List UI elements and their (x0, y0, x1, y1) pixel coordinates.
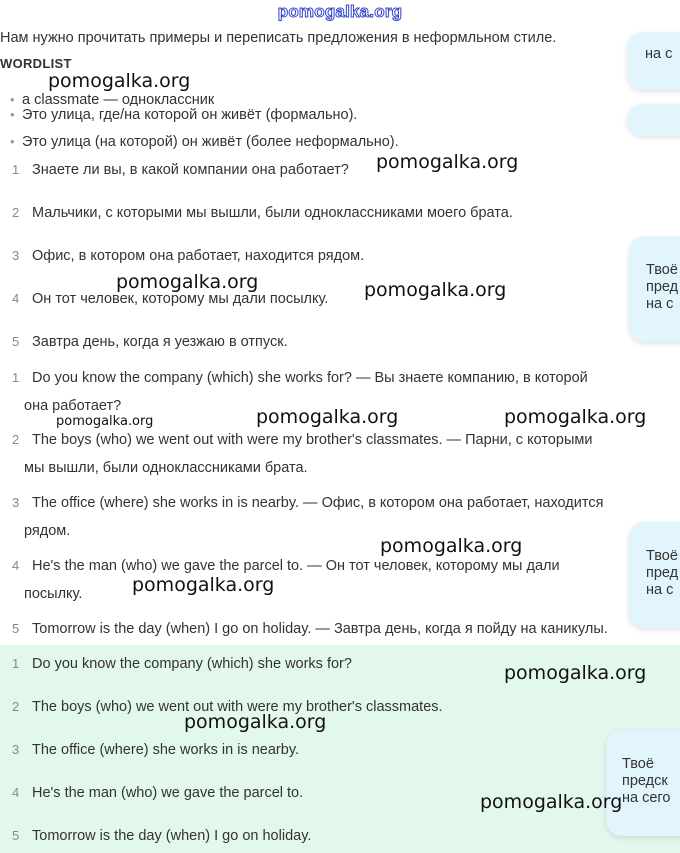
row-number: 4 (12, 291, 20, 306)
row-number: 1 (12, 370, 20, 385)
watermark: pomogalka.org (480, 791, 623, 813)
watermark: pomogalka.org (504, 662, 647, 684)
wordlist-item: • Это улица, где/на которой он живёт (формально). (10, 107, 357, 123)
row-text-cont: мы вышли, были одноклассниками брата. (24, 460, 308, 476)
row-number: 3 (12, 742, 20, 757)
translation-row (0, 285, 670, 313)
row-number: 5 (12, 621, 20, 636)
row-number: 1 (12, 162, 20, 177)
side-card[interactable] (627, 104, 680, 136)
card-text: на с (645, 46, 673, 62)
row-text: Do you know the company (which) she works for? (32, 656, 352, 672)
row-text: Tomorrow is the day (when) I go on holiday. — Завтра день, когда я пойду на каникулы. (32, 621, 608, 637)
row-text: He's the man (who) we gave the parcel to. — Он тот человек, которому мы дали (32, 558, 560, 574)
watermark: pomogalka.org (48, 70, 191, 92)
watermark: pomogalka.org (184, 711, 327, 733)
answer-row (0, 615, 670, 643)
row-text: Он тот человек, которому мы дали посылку. (32, 291, 329, 307)
row-text-cont: посылку. (24, 586, 83, 602)
wordlist-item: • a classmate — одноклассник (10, 92, 214, 106)
card-text: на сего (622, 790, 671, 806)
watermark: pomogalka.org (380, 535, 523, 557)
translation-row (0, 156, 670, 184)
row-number: 4 (12, 785, 20, 800)
watermark: pomogalka.org (132, 574, 275, 596)
row-number: 2 (12, 432, 20, 447)
card-text: пред (646, 565, 679, 581)
row-number: 1 (12, 656, 20, 671)
site-logo[interactable]: pomogalka.org (277, 2, 403, 21)
answer-row (0, 552, 670, 608)
card-text: Твоё (646, 548, 678, 564)
card-text: Твоё (622, 756, 654, 772)
row-number: 5 (12, 334, 20, 349)
final-row (0, 693, 670, 721)
final-row (0, 736, 670, 764)
row-text: Офис, в котором она работает, находится рядом. (32, 248, 365, 264)
translation-row (0, 242, 670, 270)
row-text: The boys (who) we went out with were my brother's classmates. (32, 699, 443, 715)
answer-row (0, 426, 670, 482)
translation-row (0, 328, 670, 356)
watermark: pomogalka.org (376, 151, 519, 173)
side-card[interactable] (627, 32, 680, 90)
row-number: 5 (12, 828, 20, 843)
row-number: 2 (12, 699, 20, 714)
row-text: Знаете ли вы, в какой компании она работает? (32, 162, 349, 178)
row-number: 4 (12, 558, 20, 573)
card-text: предск (622, 773, 668, 789)
row-text-cont: рядом. (24, 523, 71, 539)
final-row (0, 822, 670, 850)
watermark: pomogalka.org (364, 279, 507, 301)
watermark: pomogalka.org (116, 271, 259, 293)
task-intro: Нам нужно прочитать примеры и переписать предложения в неформльном стиле. (0, 30, 557, 46)
row-text: The boys (who) we went out with were my brother's classmates. — Парни, с которыми (32, 432, 593, 448)
translation-row (0, 199, 670, 227)
row-text: Do you know the company (which) she works for? — Вы знаете компанию, в которой (32, 370, 588, 386)
watermark: pomogalka.org (56, 414, 154, 429)
card-text: на с (646, 296, 674, 312)
card-text: пред (646, 279, 679, 295)
row-text: He's the man (who) we gave the parcel to. (32, 785, 304, 801)
row-number: 3 (12, 495, 20, 510)
row-number: 3 (12, 248, 20, 263)
side-card[interactable] (629, 236, 680, 342)
row-text: Мальчики, с которыми мы вышли, были одноклассниками моего брата. (32, 205, 513, 221)
row-text-cont: она работает? (24, 398, 122, 414)
row-number: 2 (12, 205, 20, 220)
side-card[interactable] (629, 522, 680, 628)
card-text: Твоё (646, 262, 678, 278)
row-text: The office (where) she works in is nearby. — Офис, в котором она работает, находится (32, 495, 604, 511)
wordlist-title: WORDLIST (0, 56, 72, 71)
side-card[interactable] (606, 730, 680, 836)
wordlist-item: • Это улица (на которой) он живёт (более неформально). (10, 134, 399, 150)
answer-row (0, 489, 670, 545)
watermark: pomogalka.org (504, 406, 647, 428)
row-text: Завтра день, когда я уезжаю в отпуск. (32, 334, 288, 350)
watermark: pomogalka.org (256, 406, 399, 428)
card-text: на с (646, 582, 674, 598)
row-text: The office (where) she works in is nearby. (32, 742, 300, 758)
row-text: Tomorrow is the day (when) I go on holiday. (32, 828, 312, 844)
